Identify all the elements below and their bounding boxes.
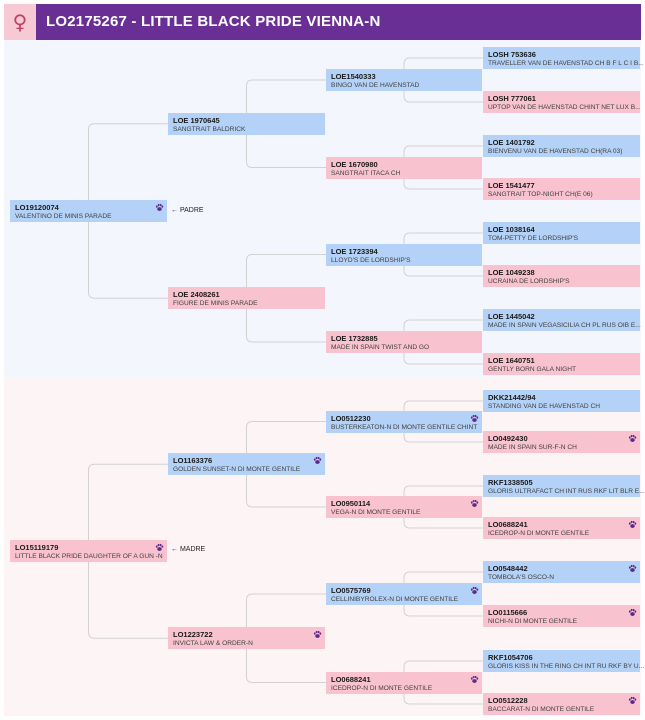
dog-registration-number: DKK21442/94: [488, 393, 536, 402]
dog-registration-number: LO19120074: [15, 203, 59, 212]
pedigree-dog-ssdd[interactable]: [483, 178, 640, 200]
pedigree-dog-ss[interactable]: [168, 113, 325, 135]
pedigree-dog-sss[interactable]: [326, 69, 482, 91]
dog-registration-number: LOE 1401792: [488, 138, 535, 147]
pedigree-dog-dddd[interactable]: [483, 693, 640, 715]
pedigree-dog-ddss[interactable]: [483, 561, 640, 583]
pedigree-dog-sssd[interactable]: [483, 91, 640, 113]
dog-registration-number: RKF1338505: [488, 478, 533, 487]
pedigree-dog-ddd[interactable]: [326, 672, 482, 694]
paw-photo-icon[interactable]: [470, 675, 479, 684]
dog-name: VEGA-N DI MONTE GENTILE: [331, 509, 421, 516]
dog-registration-number: LOE 1723394: [331, 247, 378, 256]
dam-label: ← MADRE: [171, 546, 206, 553]
dog-name: BINGO VAN DE HAVENSTAD: [331, 82, 420, 89]
pedigree-dog-sds[interactable]: [326, 244, 482, 266]
dog-registration-number: LO0115666: [488, 608, 528, 617]
dog-registration-number: LO0548442: [488, 564, 528, 573]
dog-registration-number: LOE 2408261: [173, 290, 220, 299]
paw-photo-icon[interactable]: [470, 414, 479, 423]
dog-registration-number: LO15119179: [15, 543, 59, 552]
dog-name: SANGTRAIT ITACA CH: [331, 170, 401, 177]
dog-registration-number: LOE 1445042: [488, 312, 535, 321]
pedigree-dog-dsss[interactable]: [483, 390, 640, 412]
pedigree-dog-sddd[interactable]: [483, 353, 640, 375]
pedigree-header: [4, 4, 641, 40]
dog-name: MADE IN SPAIN SUR-F-N CH: [488, 444, 577, 451]
dog-name: TRAVELLER VAN DE HAVENSTAD CH B F L C I B...: [488, 60, 644, 67]
pedigree-dog-sdd[interactable]: [326, 331, 482, 353]
pedigree-dog-ddsd[interactable]: [483, 605, 640, 627]
pedigree-dog-dsds[interactable]: [483, 475, 645, 497]
dog-name: FIGURE DE MINIS PARADE: [173, 300, 258, 307]
dog-name: GLORIS KISS IN THE RING CH INT RU RKF BY U...: [488, 663, 645, 670]
paw-photo-icon[interactable]: [628, 608, 637, 617]
pedigree-dog-sdds[interactable]: [483, 309, 640, 331]
paw-photo-icon[interactable]: [628, 520, 637, 529]
dog-name: SANGTRAIT BALDRICK: [173, 126, 246, 133]
dog-name: BUSTERKEATON-N DI MONTE GENTILE CHINT: [331, 424, 478, 431]
pedigree-dog-ddds[interactable]: [483, 650, 645, 672]
paw-photo-icon[interactable]: [155, 543, 164, 552]
paw-photo-icon[interactable]: [313, 630, 322, 639]
pedigree-dog-ssd[interactable]: [326, 157, 482, 179]
pedigree-dog-d[interactable]: [10, 540, 167, 562]
dog-name: STANDING VAN DE HAVENSTAD CH: [488, 403, 600, 410]
dog-name: ICEDROP-N DI MONTE GENTILE: [331, 685, 433, 692]
dog-registration-number: LO0688241: [331, 675, 371, 684]
dog-name: LLOYD'S DE LORDSHIP'S: [331, 257, 411, 264]
dog-registration-number: LOE 1732885: [331, 334, 378, 343]
dog-registration-number: LO0688241: [488, 520, 528, 529]
dog-name: LITTLE BLACK PRIDE DAUGHTER OF A GUN -N: [15, 553, 163, 560]
dog-name: SANGTRAIT TOP-NIGHT CH(E 06): [488, 191, 593, 198]
dog-registration-number: LO0512228: [488, 696, 528, 705]
dog-registration-number: LOE 1049238: [488, 268, 535, 277]
paw-photo-icon[interactable]: [155, 203, 164, 212]
dog-name: TOMBOLA'S OSCO-N: [488, 574, 554, 581]
dog-registration-number: LO0575769: [331, 586, 371, 595]
pedigree-dog-ds[interactable]: [168, 453, 325, 475]
dog-name: ICEDROP-N DI MONTE GENTILE: [488, 530, 590, 537]
dog-name: UPTOP VAN DE HAVENSTAD CHINT NET LUX B...: [488, 104, 641, 111]
dog-registration-number: LOE 1670980: [331, 160, 378, 169]
pedigree-dog-sdss[interactable]: [483, 222, 640, 244]
dog-name: GENTLY BORN GALA NIGHT: [488, 366, 577, 373]
dog-registration-number: LOE 1970645: [173, 116, 220, 125]
sire-label: ← PADRE: [171, 207, 204, 214]
pedigree-dog-dsd[interactable]: [326, 496, 482, 518]
pedigree-dog-s[interactable]: [10, 200, 167, 222]
dog-name: BACCARAT-N DI MONTE GENTILE: [488, 706, 595, 713]
dog-name: GLORIS ULTRAFACT CH INT RUS RKF LIT BLR E...: [488, 488, 645, 495]
dog-name: NICHI-N DI MONTE GENTILE: [488, 618, 578, 625]
dog-name: MADE IN SPAIN VEGASICILIA CH PL RUS OIB E...: [488, 322, 641, 329]
paw-photo-icon[interactable]: [628, 564, 637, 573]
paw-photo-icon[interactable]: [313, 456, 322, 465]
paw-photo-icon[interactable]: [470, 499, 479, 508]
female-symbol-icon: ♀: [4, 4, 36, 40]
pedigree-dog-dd[interactable]: [168, 627, 325, 649]
paw-photo-icon[interactable]: [470, 586, 479, 595]
dog-registration-number: LO1163376: [173, 456, 213, 465]
pedigree-dog-sdsd[interactable]: [483, 265, 640, 287]
dog-registration-number: LOSH 777061: [488, 94, 536, 103]
dog-registration-number: RKF1054706: [488, 653, 533, 662]
dog-registration-number: LOE 1640751: [488, 356, 535, 365]
dog-name: GOLDEN SUNSET-N DI MONTE GENTILE: [173, 466, 301, 473]
dog-name: INVICTA LAW & ORDER-N: [173, 640, 253, 647]
dog-name: BIENVENU VAN DE HAVENSTAD CH(RA 03): [488, 148, 623, 155]
page-title: LO2175267 - LITTLE BLACK PRIDE VIENNA-N: [46, 13, 381, 30]
dog-registration-number: LO0492430: [488, 434, 528, 443]
dog-registration-number: LO1223722: [173, 630, 213, 639]
paw-photo-icon[interactable]: [628, 696, 637, 705]
pedigree-dog-ssds[interactable]: [483, 135, 640, 157]
pedigree-dog-dsdd[interactable]: [483, 517, 640, 539]
dog-registration-number: LOE 1541477: [488, 181, 535, 190]
dog-registration-number: LO0950114: [331, 499, 371, 508]
dog-name: UCRAINA DE LORDSHIP'S: [488, 278, 570, 285]
dog-name: CELLINIBYROLEX-N DI MONTE GENTILE: [331, 596, 459, 603]
pedigree-dog-dssd[interactable]: [483, 431, 640, 453]
pedigree-dog-sd[interactable]: [168, 287, 325, 309]
dog-registration-number: LOSH 753636: [488, 50, 536, 59]
dog-name: MADE IN SPAIN TWIST AND GO: [331, 344, 430, 351]
pedigree-dog-ssss[interactable]: [483, 47, 644, 69]
dog-name: TOM-PETTY DE LORDSHIP'S: [488, 235, 579, 242]
pedigree-dog-dds[interactable]: [326, 583, 482, 605]
paw-photo-icon[interactable]: [628, 434, 637, 443]
pedigree-dog-dss[interactable]: [326, 411, 482, 433]
dog-name: VALENTINO DE MINIS PARADE: [15, 213, 112, 220]
dog-registration-number: LO0512230: [331, 414, 371, 423]
dog-registration-number: LOE 1038164: [488, 225, 535, 234]
dog-registration-number: LOE1540333: [331, 72, 376, 81]
